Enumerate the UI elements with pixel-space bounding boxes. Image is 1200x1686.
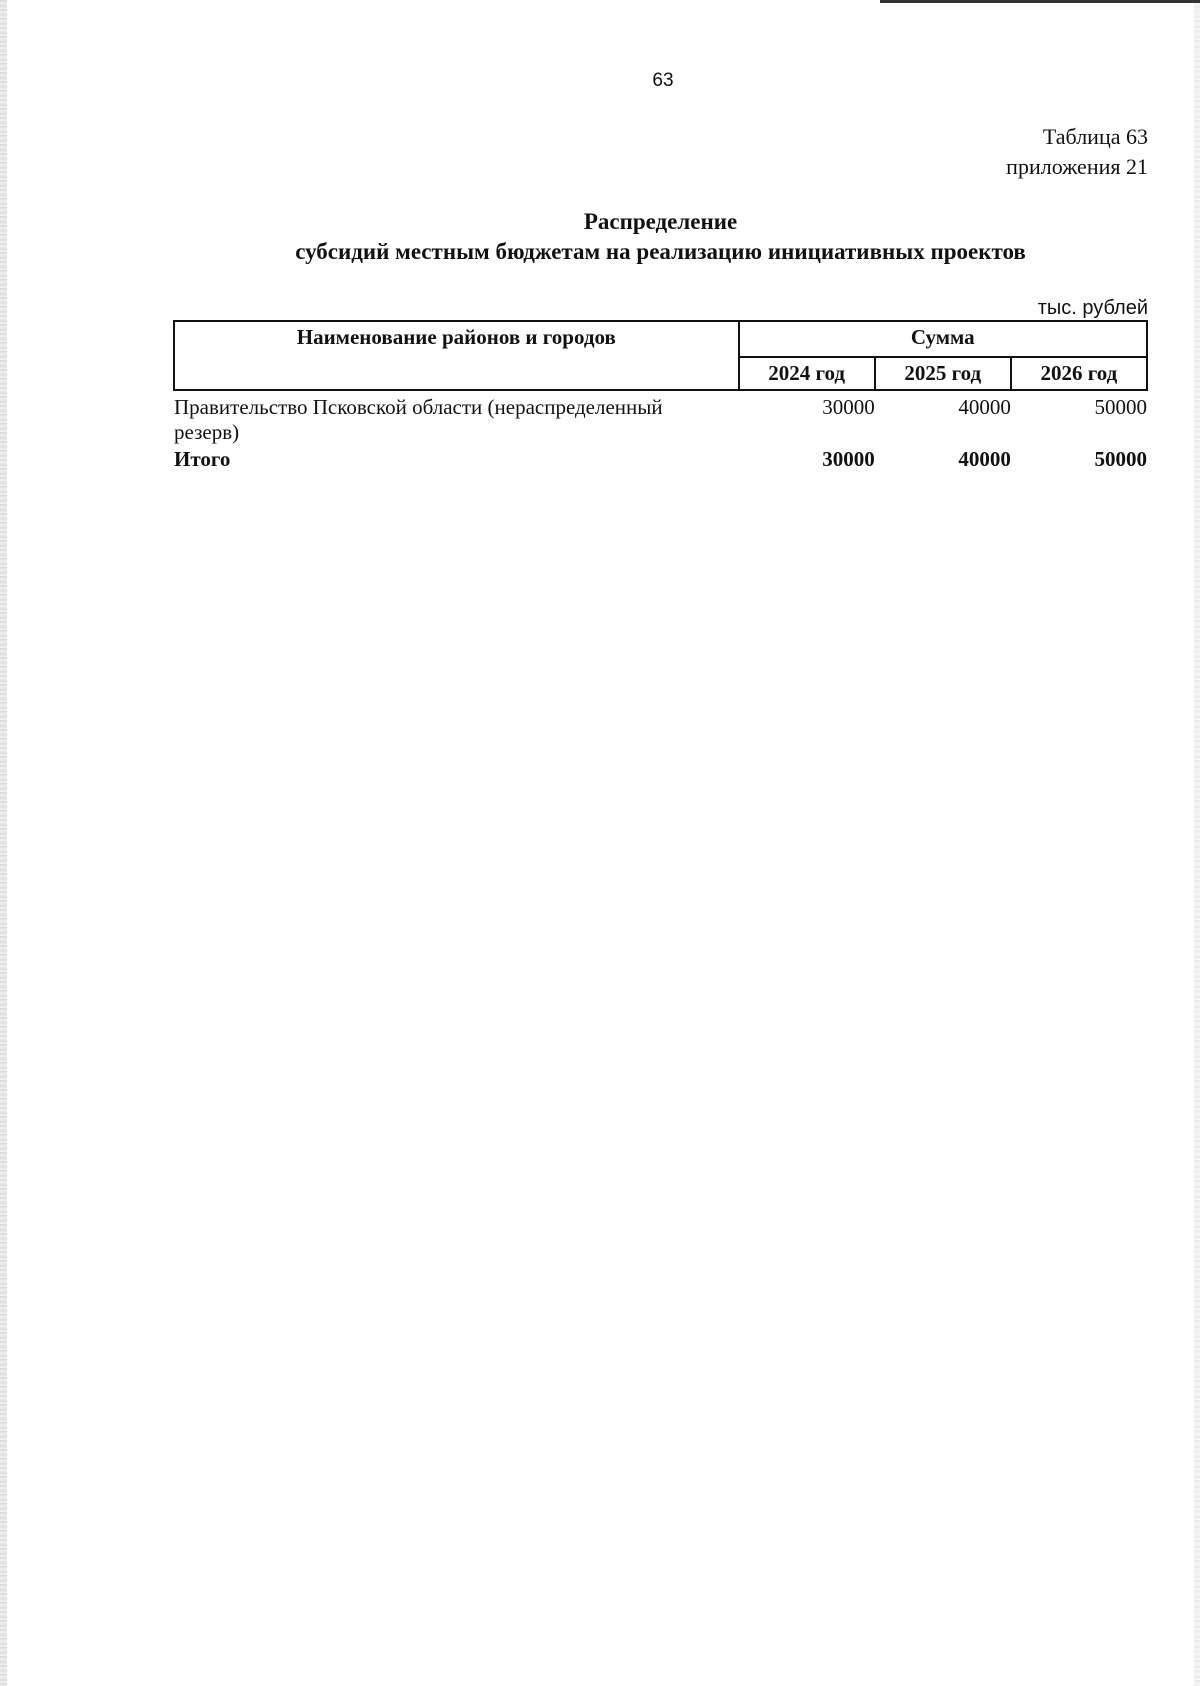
row-value-2026: 50000 — [1094, 395, 1147, 419]
table-reference — [1006, 122, 1148, 182]
total-label: Итого — [174, 447, 231, 471]
scan-edge-right — [1194, 0, 1200, 1686]
scan-edge-left — [0, 0, 7, 1686]
subsidy-table — [173, 320, 1148, 472]
header-name: Наименование районов и городов — [174, 321, 739, 390]
document-title-line2: субсидий местным бюджетам на реализацию инициативных проектов — [295, 239, 1026, 264]
table-row — [174, 390, 1147, 445]
document-title — [173, 207, 1148, 267]
document-title-line1: Распределение — [583, 209, 738, 234]
units-label: тыс. рублей — [1037, 297, 1148, 319]
total-value-2024: 30000 — [822, 447, 875, 471]
total-row — [174, 445, 1147, 472]
header-year-2024: 2024 год — [739, 357, 875, 390]
header-year-2025: 2025 год — [875, 357, 1011, 390]
row-value-2025: 40000 — [958, 395, 1011, 419]
table-reference-line1: Таблица 63 — [1042, 124, 1148, 149]
header-year-2026: 2026 год — [1011, 357, 1147, 390]
scan-top-line — [880, 0, 1200, 3]
total-value-2025: 40000 — [958, 447, 1011, 471]
total-value-2026: 50000 — [1094, 447, 1147, 471]
header-sum: Сумма — [739, 321, 1147, 357]
row-name: Правительство Псковской области (нераспределенный резерв) — [174, 395, 663, 444]
table-reference-line2: приложения 21 — [1006, 154, 1148, 179]
page-number: 63 — [652, 70, 674, 91]
row-value-2024: 30000 — [822, 395, 875, 419]
